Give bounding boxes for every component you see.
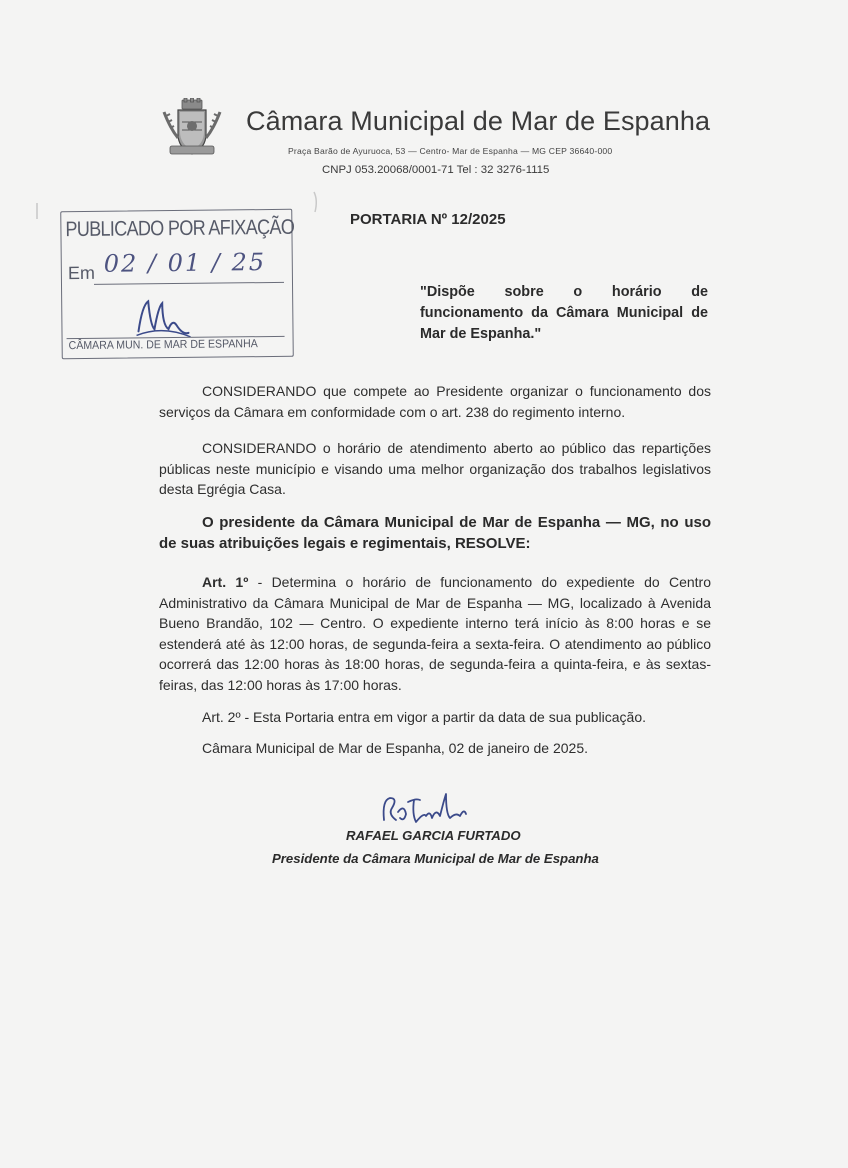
considerando-paragraph-1: CONSIDERANDO que compete ao Presidente organizar o funcionamento dos serviços da Câmara em conformidade com o art. 238 do regimento interno. (159, 383, 711, 420)
article-1-text: - Determina o horário de funcionamento do expediente do Centro Administrativo da Câmara Municipal de Mar de Espanha — MG, localizado à Avenida Bueno Brandão, 102 — Centro. O expediente interno terá início às 8:00 horas e se estenderá até às 12:00 horas, de segunda-feira a sexta-feira. O atendimento ao público ocorrerá das 12:00 horas às 18:00 horas, de segunda-feira a quinta-feira, e às sextas-feiras, das 12:00 horas às 17:00 horas. (159, 574, 711, 693)
signatory-name: RAFAEL GARCIA FURTADO (346, 828, 521, 843)
stamp-date-handwritten: 02 / 01 / 25 (103, 248, 267, 278)
publication-stamp (60, 209, 294, 359)
signatory-role: Presidente da Câmara Municipal de Mar de Espanha (272, 851, 599, 866)
stamp-title: PUBLICADO POR AFIXAÇÃO (65, 215, 295, 242)
document-ementa: "Dispõe sobre o horário de funcionamento da Câmara Municipal de Mar de Espanha." (420, 284, 708, 342)
stamp-date-label: Em (67, 262, 95, 284)
organization-cnpj-contact: CNPJ 053.20068/0001-71 Tel : 32 3276-1115 (322, 164, 550, 176)
municipal-coat-of-arms-icon (160, 98, 224, 160)
stamp-footer: CÂMARA MUN. DE MAR DE ESPANHA (68, 338, 258, 353)
scan-mark (33, 202, 41, 220)
article-1-label: Art. 1º (202, 574, 249, 590)
article-1-paragraph (159, 572, 711, 695)
organization-name: Câmara Municipal de Mar de Espanha (246, 106, 711, 136)
organization-address: Praça Barão de Ayuruoca, 53 — Centro- Mar de Espanha — MG CEP 36640-000 (288, 146, 613, 156)
document-title: PORTARIA Nº 12/2025 (350, 211, 506, 228)
resolve-paragraph: O presidente da Câmara Municipal de Mar de Espanha — MG, no uso de suas atribuições legais e regimentais, RESOLVE: (159, 514, 711, 552)
considerando-paragraph-2: CONSIDERANDO o horário de atendimento aberto ao público das repartições públicas neste município e visando uma melhor organização dos trabalhos legislativos desta Egrégia Casa. (159, 440, 711, 497)
stamp-date-line (94, 282, 284, 285)
article-2-paragraph: Art. 2º - Esta Portaria entra em vigor a partir da data de sua publicação. (202, 709, 647, 725)
handwritten-signature-icon (376, 790, 472, 832)
place-and-date: Câmara Municipal de Mar de Espanha, 02 de janeiro de 2025. (202, 740, 589, 756)
stamp-signature-icon (132, 295, 192, 340)
scan-mark (310, 190, 322, 214)
